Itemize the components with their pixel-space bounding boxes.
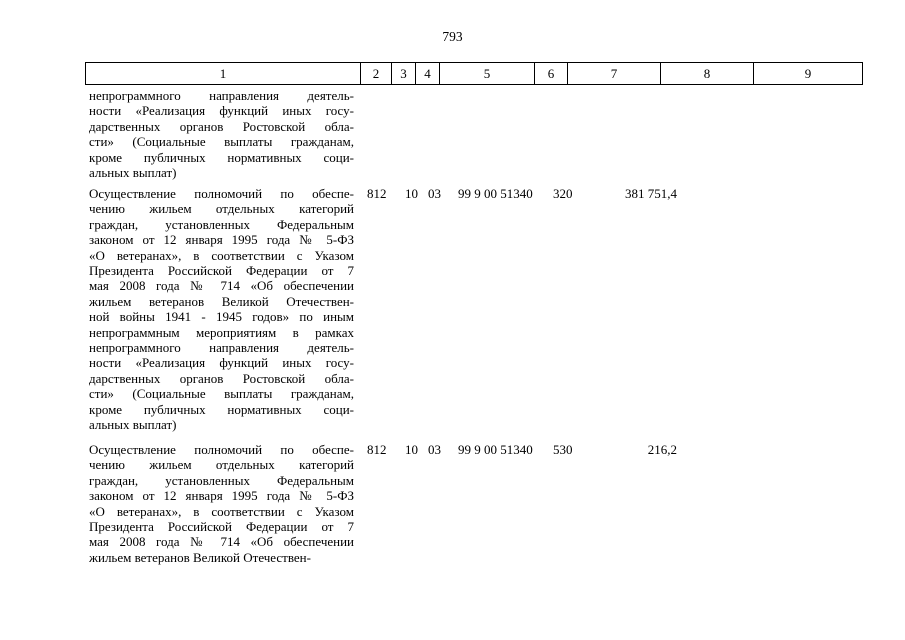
row-amount: 381 751,4 <box>625 186 677 201</box>
row-subsection-code: 03 <box>428 442 441 457</box>
row-target-article-code: 99 9 00 51340 <box>458 186 533 201</box>
description-line: сти» (Социальные выплаты гражданам, <box>89 134 354 150</box>
description-line: Президента Российской Федерации от 7 <box>89 263 354 279</box>
row-subsection-code: 03 <box>428 186 441 201</box>
description-line: ной войны 1941 - 1945 годов» по иным <box>89 309 354 325</box>
row-amount: 216,2 <box>647 442 677 457</box>
row-section-code: 10 <box>405 186 418 201</box>
description-line: законом от 12 января 1995 года № 5-ФЗ <box>89 232 354 248</box>
description-line: сти» (Социальные выплаты гражданам, <box>89 386 354 402</box>
row-ministry-code: 812 <box>367 442 387 457</box>
description-line: чению жильем отдельных категорий <box>89 201 354 217</box>
row-description <box>89 186 354 433</box>
header-col-9: 9 <box>804 66 812 81</box>
description-line: жильем ветеранов Великой Отечествен- <box>89 293 354 309</box>
description-line: непрограммного направления деятель- <box>89 88 354 103</box>
description-line: непрограммным мероприятиям в рамках <box>89 324 354 340</box>
table-header <box>85 62 863 85</box>
description-line: дарственных органов Ростовской обла- <box>89 118 354 134</box>
description-line: ности «Реализация функций иных госу- <box>89 355 354 371</box>
description-line: альных выплат) <box>89 417 177 433</box>
header-col-1: 1 <box>86 63 361 84</box>
description-line: альных выплат) <box>89 165 177 181</box>
table-row <box>89 442 869 565</box>
header-col-5: 5 <box>440 63 535 84</box>
row-expense-type-code: 320 <box>553 186 573 201</box>
row-section-code: 10 <box>405 442 418 457</box>
description-line: «О ветеранах», в соответствии с Указом <box>89 247 354 263</box>
table-row <box>89 186 869 433</box>
description-line: чению жильем отдельных категорий <box>89 457 354 473</box>
description-line: законом от 12 января 1995 года № 5-ФЗ <box>89 488 354 504</box>
row-expense-type-code: 530 <box>553 442 573 457</box>
description-line: Осуществление полномочий по обеспе- <box>89 442 354 457</box>
description-line: граждан, установленных Федеральным <box>89 472 354 488</box>
description-line: граждан, установленных Федеральным <box>89 216 354 232</box>
row-target-article-code: 99 9 00 51340 <box>458 442 533 457</box>
row-description <box>89 442 354 565</box>
header-col-3: 3 <box>392 63 416 84</box>
description-line: мая 2008 года № 714 «Об обеспечении <box>89 278 354 294</box>
description-line: дарственных органов Ростовской обла- <box>89 370 354 386</box>
description-line: кроме публичных нормативных соци- <box>89 149 354 165</box>
description-line: Осуществление полномочий по обеспе- <box>89 186 354 201</box>
description-line: мая 2008 года № 714 «Об обеспечении <box>89 534 354 550</box>
description-line: жильем ветеранов Великой Отечествен- <box>89 549 311 565</box>
header-col-4: 4 <box>416 63 440 84</box>
description-line: ности «Реализация функций иных госу- <box>89 103 354 119</box>
header-col-2: 2 <box>361 63 392 84</box>
description-line: непрограммного направления деятель- <box>89 340 354 356</box>
description-line: Президента Российской Федерации от 7 <box>89 519 354 535</box>
description-line: кроме публичных нормативных соци- <box>89 401 354 417</box>
description-line: «О ветеранах», в соответствии с Указом <box>89 503 354 519</box>
header-col-6: 6 <box>535 63 568 84</box>
row-ministry-code: 812 <box>367 186 387 201</box>
table-row <box>89 88 869 180</box>
header-col-7: 7 <box>568 63 661 84</box>
page-number: 793 <box>442 29 463 44</box>
row-description <box>89 88 354 180</box>
header-col-8: 8 <box>661 63 754 84</box>
